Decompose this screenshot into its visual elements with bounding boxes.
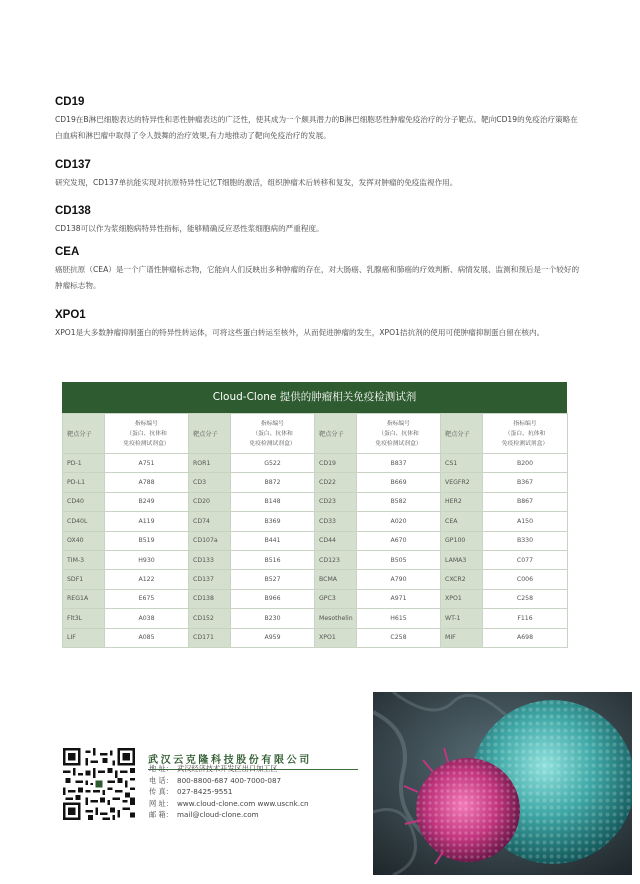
section-text: 癌胚抗原（CEA）是一个广谱性肿瘤标志物，它能向人们反映出多种肿瘤的存在，对大肠癌、乳腺癌和肺癌的疗效判断、病情发展、监测和预后是一个较好的肿瘤标志物。 bbox=[55, 265, 580, 290]
code-cell: B669 bbox=[357, 473, 441, 492]
code-cell: H930 bbox=[105, 550, 189, 569]
code-cell: E675 bbox=[105, 589, 189, 608]
code-cell: B582 bbox=[357, 492, 441, 511]
target-cell: ROR1 bbox=[189, 454, 231, 473]
target-cell: OX40 bbox=[63, 531, 105, 550]
section-text: CD138可以作为浆细胞病特异性指标，能够精确反应恶性浆细胞病的严重程度。 bbox=[55, 224, 324, 233]
code-cell: B519 bbox=[105, 531, 189, 550]
target-cell: WT-1 bbox=[441, 609, 483, 628]
target-cell: CD107a bbox=[189, 531, 231, 550]
section-text: 研究发现，CD137单抗能实现对抗原特异性记忆T细胞的激活，组织肿瘤术后转移和复发，发挥对肿瘤的免疫监视作用。 bbox=[55, 178, 458, 187]
section-title: CD19 bbox=[55, 96, 85, 108]
code-cell: B505 bbox=[357, 550, 441, 569]
code-cell: A959 bbox=[231, 628, 315, 647]
fax-row: 传 真： 027-8425-9551 bbox=[149, 787, 233, 797]
target-cell: BCMA bbox=[315, 570, 357, 589]
header-target: 靶点分子 bbox=[315, 414, 357, 454]
table-row bbox=[63, 492, 568, 511]
target-cell: VEGFR2 bbox=[441, 473, 483, 492]
email-link[interactable]: mail@cloud-clone.com bbox=[177, 810, 259, 820]
section-cd137 bbox=[55, 159, 585, 191]
section-cd138 bbox=[55, 205, 585, 237]
code-cell: H615 bbox=[357, 609, 441, 628]
code-cell: A751 bbox=[105, 454, 189, 473]
code-cell: B369 bbox=[231, 512, 315, 531]
target-cell: CD23 bbox=[315, 492, 357, 511]
section-text: XPO1是大多数肿瘤抑制蛋白的特异性转运体，可将这些蛋白转运至核外，从而促进肿瘤的发生，XPO1拮抗剂的使用可使肿瘤抑制蛋白留在核内。 bbox=[55, 328, 545, 337]
target-cell: CD152 bbox=[189, 609, 231, 628]
code-cell: B249 bbox=[105, 492, 189, 511]
code-cell: C258 bbox=[483, 589, 568, 608]
code-cell: C077 bbox=[483, 550, 568, 569]
table-row bbox=[63, 609, 568, 628]
code-cell: G522 bbox=[231, 454, 315, 473]
target-cell: CD74 bbox=[189, 512, 231, 531]
email-row: 邮 箱： mail@cloud-clone.com bbox=[149, 810, 259, 820]
target-cell: GPC3 bbox=[315, 589, 357, 608]
target-cell: CS1 bbox=[441, 454, 483, 473]
code-cell: B837 bbox=[357, 454, 441, 473]
section-text: CD19在B淋巴细胞表达的特异性和恶性肿瘤表达的广泛性，使其成为一个颇具潜力的B淋巴细胞恶性肿瘤免疫治疗的分子靶点。靶向CD19的免疫治疗策略在白血病和淋巴瘤中取得了令人鼓舞的治疗效果,有力地推动了靶向免疫治疗的发展。 bbox=[55, 115, 578, 140]
header-code: 指标编号 （蛋白、抗体和 免疫检测试剂盒） bbox=[483, 414, 568, 454]
target-cell: CD133 bbox=[189, 550, 231, 569]
code-cell: B867 bbox=[483, 492, 568, 511]
code-cell: A038 bbox=[105, 609, 189, 628]
table-row bbox=[63, 454, 568, 473]
code-cell: A119 bbox=[105, 512, 189, 531]
target-cell: GP100 bbox=[441, 531, 483, 550]
target-cell: Flt3L bbox=[63, 609, 105, 628]
target-cell: Mesothelin bbox=[315, 609, 357, 628]
target-cell: CD123 bbox=[315, 550, 357, 569]
target-cell: SDF1 bbox=[63, 570, 105, 589]
code-cell: A788 bbox=[105, 473, 189, 492]
header-target: 靶点分子 bbox=[63, 414, 105, 454]
code-cell: B148 bbox=[231, 492, 315, 511]
section-title: XPO1 bbox=[55, 309, 86, 321]
table-body bbox=[63, 414, 568, 648]
table-row bbox=[63, 531, 568, 550]
table-row bbox=[63, 589, 568, 608]
code-cell: B330 bbox=[483, 531, 568, 550]
section-title: CD137 bbox=[55, 159, 91, 171]
target-cell: CD3 bbox=[189, 473, 231, 492]
code-cell: F116 bbox=[483, 609, 568, 628]
target-cell: CD137 bbox=[189, 570, 231, 589]
target-cell: CD171 bbox=[189, 628, 231, 647]
code-cell: B367 bbox=[483, 473, 568, 492]
target-cell: CD19 bbox=[315, 454, 357, 473]
code-cell: B200 bbox=[483, 454, 568, 473]
code-cell: B441 bbox=[231, 531, 315, 550]
target-cell: CD20 bbox=[189, 492, 231, 511]
table-row bbox=[63, 550, 568, 569]
target-cell: CXCR2 bbox=[441, 570, 483, 589]
section-cd19 bbox=[55, 96, 585, 144]
target-cell: REG1A bbox=[63, 589, 105, 608]
contact-info bbox=[149, 763, 309, 821]
company-name: 武汉云克隆科技股份有限公司 bbox=[148, 748, 358, 770]
header-code: 指标编号 （蛋白、抗体和 免疫检测试剂盒） bbox=[357, 414, 441, 454]
code-cell: A122 bbox=[105, 570, 189, 589]
code-cell: B527 bbox=[231, 570, 315, 589]
code-cell: A670 bbox=[357, 531, 441, 550]
table-row bbox=[63, 512, 568, 531]
target-cell: LAMA3 bbox=[441, 550, 483, 569]
table-row bbox=[63, 628, 568, 647]
section-cea bbox=[55, 246, 585, 294]
cancer-cell-photo bbox=[373, 692, 632, 875]
code-cell: A085 bbox=[105, 628, 189, 647]
target-cell: PD-1 bbox=[63, 454, 105, 473]
table-row bbox=[63, 473, 568, 492]
code-cell: A971 bbox=[357, 589, 441, 608]
target-cell: PD-L1 bbox=[63, 473, 105, 492]
header-target: 靶点分子 bbox=[189, 414, 231, 454]
target-cell: TIM-3 bbox=[63, 550, 105, 569]
website-row: 网 址： www.cloud-clone.com www.uscnk.cn bbox=[149, 798, 309, 808]
target-cell: CD138 bbox=[189, 589, 231, 608]
header-code: 指标编号 （蛋白、抗体和 免疫检测试剂盒） bbox=[105, 414, 189, 454]
code-cell: C258 bbox=[357, 628, 441, 647]
table-row bbox=[63, 570, 568, 589]
target-cell: XPO1 bbox=[315, 628, 357, 647]
target-cell: CD40 bbox=[63, 492, 105, 511]
header-target: 靶点分子 bbox=[441, 414, 483, 454]
target-cell: CD22 bbox=[315, 473, 357, 492]
target-cell: CD44 bbox=[315, 531, 357, 550]
code-cell: B516 bbox=[231, 550, 315, 569]
target-cell: HER2 bbox=[441, 492, 483, 511]
qr-code-icon bbox=[63, 748, 135, 820]
section-title: CD138 bbox=[55, 205, 91, 217]
section-xpo1 bbox=[55, 309, 585, 341]
address-row: 地 址： 武汉经济技术开发区出口加工区 bbox=[149, 764, 278, 773]
code-cell: C006 bbox=[483, 570, 568, 589]
code-cell: B230 bbox=[231, 609, 315, 628]
code-cell: B966 bbox=[231, 589, 315, 608]
code-cell: A698 bbox=[483, 628, 568, 647]
target-cell: CEA bbox=[441, 512, 483, 531]
code-cell: A020 bbox=[357, 512, 441, 531]
website-link[interactable]: www.cloud-clone.com www.uscnk.cn bbox=[177, 798, 309, 808]
target-cell: XPO1 bbox=[441, 589, 483, 608]
target-cell: MIF bbox=[441, 628, 483, 647]
table-title: Cloud-Clone 提供的肿瘤相关免疫检测试剂 bbox=[62, 382, 567, 413]
header-code: 指标编号 （蛋白、抗体和 免疫检测试剂盒） bbox=[231, 414, 315, 454]
reagent-grid bbox=[62, 413, 568, 648]
target-cell: CD40L bbox=[63, 512, 105, 531]
target-cell: CD33 bbox=[315, 512, 357, 531]
phone-row: 电 话： 800-8800-687 400-7000-087 bbox=[149, 775, 282, 785]
table-header-row bbox=[63, 414, 568, 454]
target-cell: LIF bbox=[63, 628, 105, 647]
code-cell: B872 bbox=[231, 473, 315, 492]
code-cell: A150 bbox=[483, 512, 568, 531]
section-title: CEA bbox=[55, 246, 80, 258]
code-cell: A790 bbox=[357, 570, 441, 589]
reagent-table bbox=[62, 382, 567, 648]
